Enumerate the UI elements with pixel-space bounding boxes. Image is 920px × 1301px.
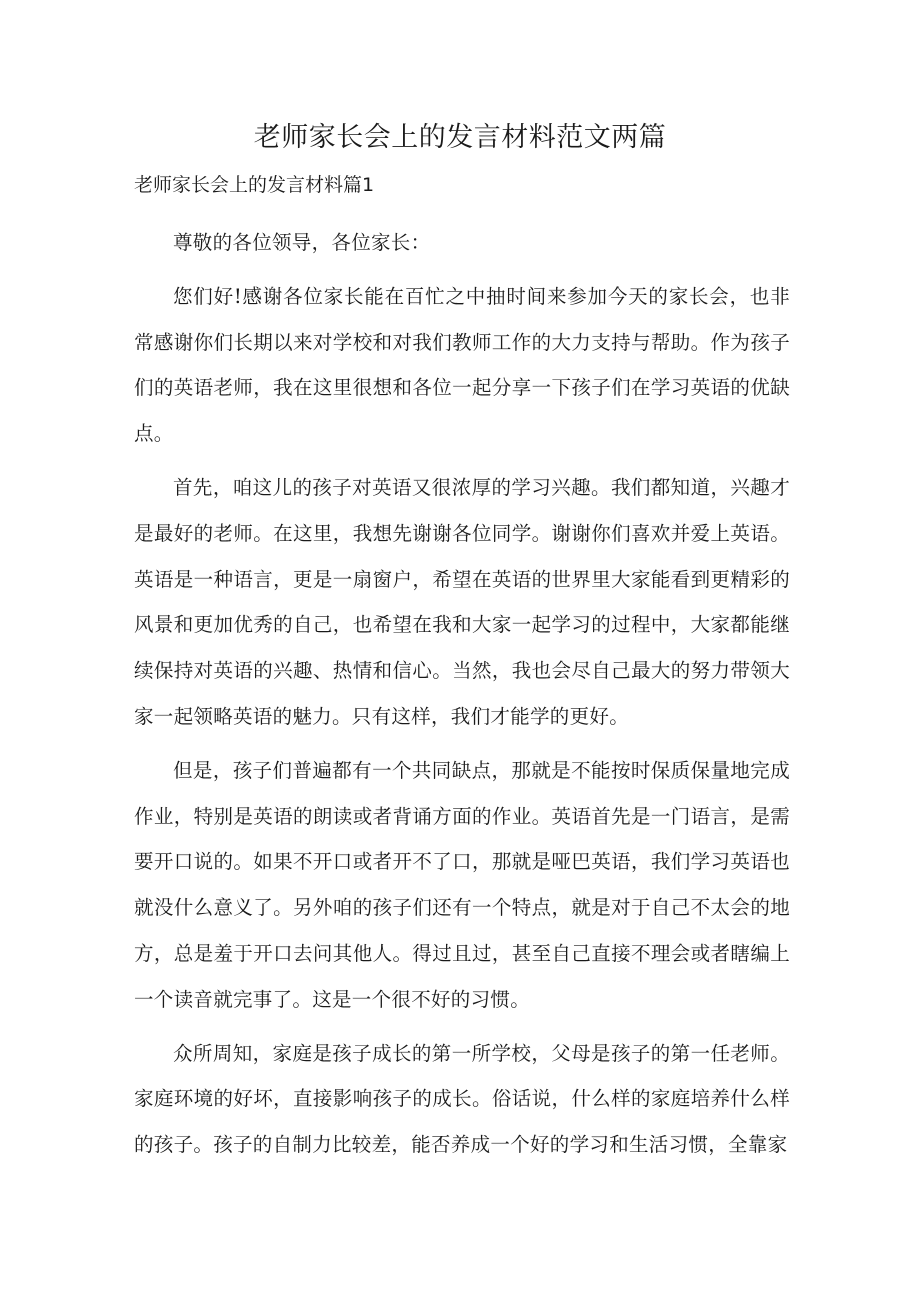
greeting-paragraph: 尊敬的各位领导，各位家长： (173, 231, 431, 254)
document-title: 老师家长会上的发言材料范文两篇 (253, 122, 667, 153)
body-paragraph-2: 首先，咱这儿的孩子对英语又很浓厚的学习兴趣。我们都知道，兴趣才是最好的老师。在这里，我想先谢谢各位同学。谢谢你们喜欢并爱上英语。英语是一种语言，更是一扇窗户，希望在英语的世界里大家能看到更精彩的风景和更加优秀的自己，也希望在我和大家一起学习的过程中，大家都能继续保持对英语的兴趣、热情和信心。当然，我也会尽自己最大的努力带领大家一起领略英语的魅力。只有这样，我们才能学的更好。 (134, 475, 790, 728)
document-body (134, 220, 790, 1168)
section-subtitle: 老师家长会上的发言材料篇1 (134, 174, 375, 196)
body-paragraph-1: 您们好!感谢各位家长能在百忙之中抽时间来参加今天的家长会，也非常感谢你们长期以来对学校和对我们教师工作的大力支持与帮助。作为孩子们的英语老师，我在这里很想和各位一起分享一下孩子们在学习英语的优缺点。 (134, 284, 790, 446)
body-paragraph-4: 众所周知，家庭是孩子成长的第一所学校，父母是孩子的第一任老师。家庭环境的好坏，直接影响孩子的成长。俗话说，什么样的家庭培养什么样的孩子。孩子的自制力比较差，能否养成一个好的学习和生活习惯，全靠家 (134, 1041, 790, 1157)
body-paragraph-3: 但是，孩子们普遍都有一个共同缺点，那就是不能按时保质保量地完成作业，特别是英语的朗读或者背诵方面的作业。英语首先是一门语言，是需要开口说的。如果不开口或者开不了口，那就是哑巴英语，我们学习英语也就没什么意义了。另外咱的孩子们还有一个特点，就是对于自己不太会的地方，总是羞于开口去问其他人。得过且过，甚至自己直接不理会或者瞎编上一个读音就完事了。这是一个很不好的习惯。 (134, 758, 790, 1011)
